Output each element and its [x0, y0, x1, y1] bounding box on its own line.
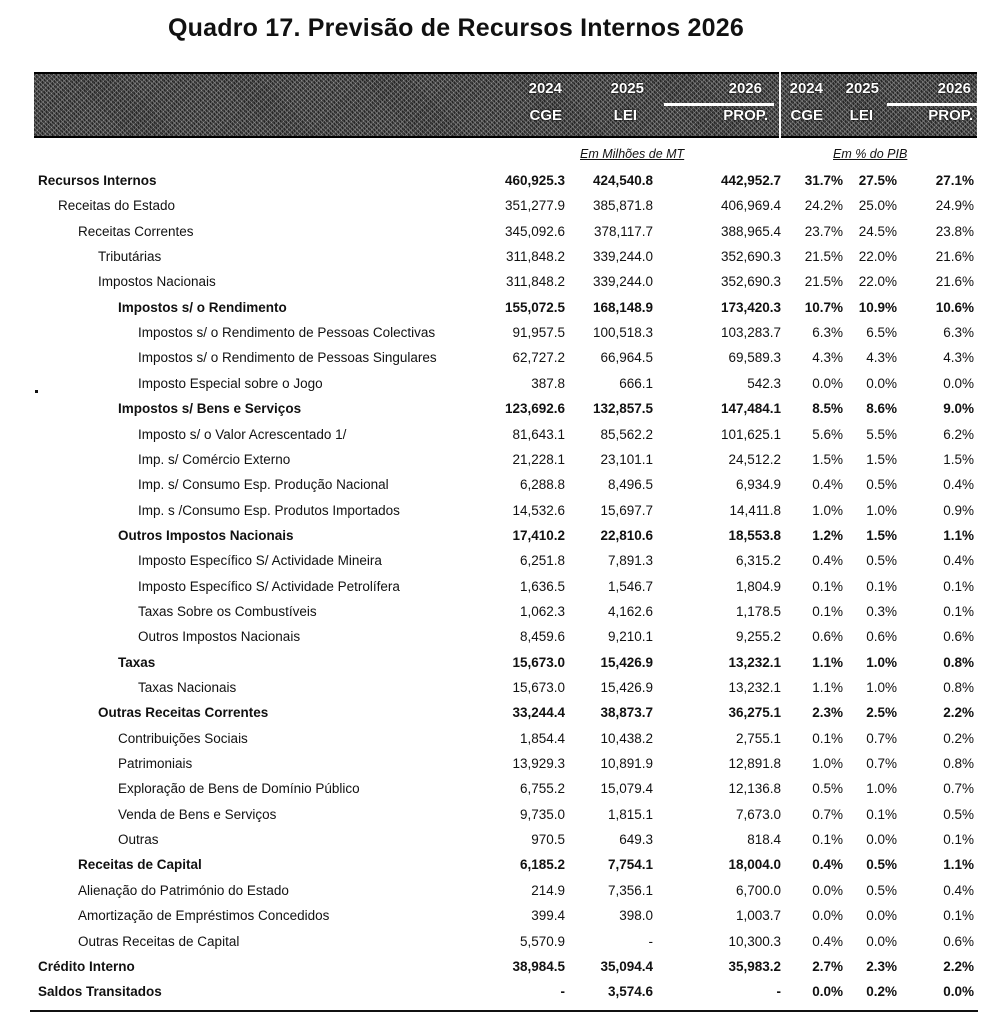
- pib-percent-cell: 0.7%: [812, 806, 843, 822]
- pib-percent-cell: 0.0%: [866, 375, 897, 391]
- amount-cell: 24,512.2: [728, 451, 781, 467]
- amount-cell: 388,965.4: [720, 223, 781, 239]
- amount-cell: 542.3: [747, 375, 781, 391]
- pib-percent-cell: 1.1%: [943, 857, 974, 873]
- pib-percent-cell: 1.2%: [812, 527, 843, 543]
- amount-cell: 1,003.7: [735, 908, 781, 924]
- amount-cell: 387.8: [531, 375, 565, 391]
- amount-cell: 21,228.1: [512, 451, 565, 467]
- pib-percent-cell: 27.5%: [858, 173, 897, 188]
- row-label: Receitas do Estado: [58, 198, 176, 214]
- amount-cell: 424,540.8: [592, 173, 653, 188]
- table-row: [0, 624, 998, 649]
- row-label: Imposto Específico S/ Actividade Mineira: [138, 553, 382, 569]
- pib-percent-cell: 0.6%: [943, 933, 974, 949]
- table-row: [0, 396, 998, 421]
- table-row: [0, 498, 998, 523]
- amount-cell: 1,854.4: [519, 730, 565, 746]
- pib-percent-cell: 0.7%: [866, 730, 897, 746]
- pib-percent-cell: 2.3%: [812, 705, 843, 721]
- amount-cell: 91,957.5: [512, 325, 565, 341]
- pib-percent-cell: 0.6%: [866, 629, 897, 645]
- pib-percent-cell: 6.3%: [812, 325, 843, 341]
- row-label: Venda de Bens e Serviços: [118, 806, 277, 822]
- pib-percent-cell: 1.0%: [812, 502, 843, 518]
- amount-cell: 385,871.8: [592, 198, 653, 214]
- pib-percent-cell: 6.2%: [943, 426, 974, 442]
- row-label: Amortização de Empréstimos Concedidos: [78, 908, 330, 924]
- table-row: [0, 827, 998, 852]
- amount-cell: 13,232.1: [728, 680, 781, 695]
- pib-percent-cell: 0.1%: [812, 578, 843, 594]
- header-type-lei: LEI: [613, 107, 637, 124]
- row-label: Impostos s/ o Rendimento: [118, 299, 287, 315]
- pib-percent-cell: 0.1%: [943, 603, 974, 619]
- pib-percent-cell: 22.0%: [858, 249, 897, 265]
- row-label: Crédito Interno: [38, 958, 135, 974]
- pib-percent-cell: 0.8%: [943, 680, 974, 695]
- amount-cell: -: [560, 984, 565, 1000]
- amount-cell: 352,690.3: [720, 274, 781, 290]
- pib-percent-cell: 0.2%: [866, 984, 897, 1000]
- pib-percent-cell: 31.7%: [804, 173, 843, 188]
- amount-cell: 7,754.1: [607, 857, 653, 873]
- amount-cell: 12,891.8: [728, 756, 781, 772]
- table-row: [0, 345, 998, 370]
- pib-percent-cell: 25.0%: [858, 198, 897, 214]
- pib-percent-cell: 2.3%: [866, 958, 897, 974]
- pib-percent-cell: 0.5%: [866, 882, 897, 898]
- amount-cell: 10,438.2: [600, 730, 653, 746]
- amount-cell: 7,356.1: [607, 882, 653, 898]
- row-label: Taxas: [118, 654, 156, 670]
- amount-cell: 18,553.8: [728, 527, 781, 543]
- pib-percent-cell: 2.2%: [943, 705, 974, 721]
- amount-cell: 311,848.2: [505, 274, 565, 290]
- pib-percent-cell: 0.1%: [943, 832, 974, 848]
- table-row: [0, 219, 998, 244]
- amount-cell: 5,570.9: [519, 933, 565, 949]
- amount-cell: 6,934.9: [735, 477, 781, 493]
- amount-cell: 1,546.7: [607, 578, 653, 594]
- pib-percent-cell: 0.1%: [943, 908, 974, 924]
- pib-percent-cell: 10.7%: [804, 299, 843, 315]
- amount-cell: 311,848.2: [505, 249, 565, 265]
- row-label: Outras Receitas Correntes: [98, 705, 269, 721]
- amount-cell: 10,891.9: [600, 756, 653, 772]
- pib-percent-cell: 1.5%: [866, 451, 897, 467]
- table-row: [0, 447, 998, 472]
- pib-percent-cell: 1.0%: [812, 756, 843, 772]
- row-label: Exploração de Bens de Domínio Público: [118, 781, 360, 797]
- amount-cell: 173,420.3: [720, 299, 781, 315]
- header-pib-year-2025: 2025: [845, 80, 879, 97]
- amount-cell: 406,969.4: [720, 198, 781, 214]
- pib-percent-cell: 6.3%: [943, 325, 974, 341]
- row-label: Imp. s/ Comércio Externo: [138, 451, 291, 467]
- amount-cell: 6,700.0: [735, 882, 781, 898]
- amount-cell: 35,094.4: [600, 958, 653, 974]
- pib-percent-cell: 0.1%: [812, 832, 843, 848]
- amount-cell: 62,727.2: [512, 350, 565, 366]
- pib-percent-cell: 1.5%: [812, 451, 843, 467]
- amount-cell: 818.4: [747, 832, 781, 848]
- table-row: [0, 979, 998, 1004]
- pib-percent-cell: 1.0%: [866, 654, 897, 670]
- pib-percent-cell: 2.5%: [866, 705, 897, 721]
- table-row: [0, 802, 998, 827]
- pib-percent-cell: 9.0%: [943, 401, 974, 417]
- row-label: Patrimoniais: [118, 756, 193, 772]
- pib-percent-cell: 27.1%: [935, 173, 974, 188]
- amount-cell: 460,925.3: [504, 173, 565, 188]
- amount-cell: 132,857.5: [592, 401, 653, 417]
- header-pib-type-cge: CGE: [790, 107, 823, 124]
- row-label: Outras Receitas de Capital: [78, 933, 240, 949]
- amount-cell: 100,518.3: [592, 325, 653, 341]
- pib-percent-cell: 10.6%: [935, 299, 974, 315]
- pib-percent-cell: 5.6%: [812, 426, 843, 442]
- table-row: [0, 954, 998, 979]
- pib-percent-cell: 4.3%: [943, 350, 974, 366]
- pib-percent-cell: 0.5%: [866, 553, 897, 569]
- row-label: Impostos s/ o Rendimento de Pessoas Singulares: [138, 350, 437, 366]
- row-label: Taxas Sobre os Combustíveis: [138, 603, 317, 619]
- pib-percent-cell: 0.0%: [943, 375, 974, 391]
- row-label: Outros Impostos Nacionais: [118, 527, 294, 543]
- amount-cell: 18,004.0: [728, 857, 781, 873]
- amount-cell: 9,735.0: [519, 806, 565, 822]
- amount-cell: -: [776, 984, 781, 1000]
- header-pib-year-2024: 2024: [789, 80, 823, 97]
- amount-cell: 13,232.1: [728, 654, 781, 670]
- page-title: Quadro 17. Previsão de Recursos Internos 2026: [168, 14, 744, 42]
- pib-percent-cell: 0.4%: [812, 933, 843, 949]
- row-label: Outras: [118, 832, 159, 848]
- amount-cell: 6,315.2: [735, 553, 781, 569]
- pib-percent-cell: 0.0%: [866, 832, 897, 848]
- pib-percent-cell: 0.4%: [943, 477, 974, 493]
- pib-percent-cell: 0.0%: [812, 882, 843, 898]
- amount-cell: 101,625.1: [720, 426, 781, 442]
- pib-percent-cell: 0.1%: [866, 578, 897, 594]
- amount-cell: 147,484.1: [720, 401, 781, 417]
- header-year-2025: 2025: [610, 80, 644, 97]
- amount-cell: 649.3: [619, 832, 653, 848]
- amount-cell: 339,244.0: [592, 274, 653, 290]
- pib-percent-cell: 0.1%: [812, 603, 843, 619]
- pib-percent-cell: 24.5%: [858, 223, 897, 239]
- table-bottom-rule: [30, 1010, 978, 1012]
- table-row: [0, 320, 998, 345]
- table-row: [0, 776, 998, 801]
- amount-cell: 38,984.5: [512, 958, 565, 974]
- pib-percent-cell: 0.5%: [943, 806, 974, 822]
- table-row: [0, 295, 998, 320]
- amount-cell: 9,210.1: [607, 629, 653, 645]
- pib-percent-cell: 0.8%: [943, 756, 974, 772]
- amount-cell: 14,532.6: [512, 502, 565, 518]
- table-row: [0, 903, 998, 928]
- pib-percent-cell: 0.0%: [943, 984, 974, 1000]
- amount-cell: -: [648, 933, 653, 949]
- pib-percent-cell: 22.0%: [858, 274, 897, 290]
- row-label: Outros Impostos Nacionais: [138, 629, 301, 645]
- pib-percent-cell: 1.0%: [866, 781, 897, 797]
- amount-cell: 8,459.6: [519, 629, 565, 645]
- pib-percent-cell: 0.1%: [812, 730, 843, 746]
- row-label: Receitas de Capital: [78, 857, 202, 873]
- pib-percent-cell: 0.5%: [866, 477, 897, 493]
- amount-cell: 6,185.2: [519, 857, 565, 873]
- header-rule: [664, 103, 774, 106]
- amount-cell: 35,983.2: [728, 958, 781, 974]
- pib-percent-cell: 0.5%: [866, 857, 897, 873]
- row-label: Impostos s/ Bens e Serviços: [118, 401, 302, 417]
- amount-cell: 1,062.3: [519, 603, 565, 619]
- table-row: [0, 700, 998, 725]
- unit-label-pib: Em % do PIB: [833, 147, 908, 161]
- table-row: [0, 548, 998, 573]
- pib-percent-cell: 1.1%: [943, 527, 974, 543]
- amount-cell: 970.5: [531, 832, 565, 848]
- pib-percent-cell: 23.8%: [935, 223, 974, 239]
- amount-cell: 85,562.2: [600, 426, 653, 442]
- table-header-amounts: [34, 72, 779, 138]
- amount-cell: 7,891.3: [607, 553, 653, 569]
- amount-cell: 15,079.4: [600, 781, 653, 797]
- row-label: Imposto Especial sobre o Jogo: [138, 375, 323, 391]
- pib-percent-cell: 0.1%: [943, 578, 974, 594]
- amount-cell: 15,673.0: [512, 680, 565, 695]
- pib-percent-cell: 0.0%: [812, 908, 843, 924]
- table-row: [0, 168, 998, 193]
- table-row: [0, 726, 998, 751]
- amount-cell: 378,117.7: [593, 223, 653, 239]
- pib-percent-cell: 2.7%: [812, 958, 843, 974]
- pib-percent-cell: 0.4%: [812, 477, 843, 493]
- row-label: Imposto s/ o Valor Acrescentado 1/: [138, 426, 347, 442]
- pib-percent-cell: 1.0%: [866, 502, 897, 518]
- pib-percent-cell: 21.5%: [804, 249, 843, 265]
- pib-percent-cell: 1.1%: [812, 680, 843, 695]
- pib-percent-cell: 1.0%: [866, 680, 897, 695]
- pib-percent-cell: 0.8%: [943, 654, 974, 670]
- pib-percent-cell: 0.4%: [812, 553, 843, 569]
- header-pib-year-2026: 2026: [937, 80, 971, 97]
- amount-cell: 7,673.0: [735, 806, 781, 822]
- amount-cell: 6,251.8: [519, 553, 565, 569]
- row-label: Recursos Internos: [38, 173, 157, 188]
- amount-cell: 1,804.9: [735, 578, 781, 594]
- row-label: Contribuições Sociais: [118, 730, 248, 746]
- table-row: [0, 650, 998, 675]
- amount-cell: 69,589.3: [728, 350, 781, 366]
- pib-percent-cell: 0.0%: [866, 908, 897, 924]
- table-row: [0, 472, 998, 497]
- amount-cell: 6,755.2: [519, 781, 565, 797]
- table-row: [0, 751, 998, 776]
- pib-percent-cell: 1.5%: [866, 527, 897, 543]
- header-pib-type-lei: LEI: [849, 107, 873, 124]
- header-year-2024: 2024: [528, 80, 562, 97]
- row-label: Imposto Específico S/ Actividade Petrolífera: [138, 578, 400, 594]
- amount-cell: 1,636.5: [519, 578, 565, 594]
- pib-percent-cell: 0.4%: [943, 553, 974, 569]
- amount-cell: 17,410.2: [512, 527, 565, 543]
- pib-percent-cell: 10.9%: [858, 299, 897, 315]
- pib-percent-cell: 0.4%: [943, 882, 974, 898]
- table-row: [0, 371, 998, 396]
- row-label: Alienação do Património do Estado: [78, 882, 289, 898]
- amount-cell: 123,692.6: [504, 401, 565, 417]
- amount-cell: 8,496.5: [607, 477, 653, 493]
- header-pib-type-prop: PROP.: [928, 107, 973, 124]
- amount-cell: 352,690.3: [720, 249, 781, 265]
- amount-cell: 15,426.9: [600, 680, 653, 695]
- amount-cell: 15,697.7: [600, 502, 653, 518]
- amount-cell: 351,277.9: [504, 198, 565, 214]
- amount-cell: 168,148.9: [592, 299, 653, 315]
- pib-percent-cell: 0.6%: [943, 629, 974, 645]
- pib-percent-cell: 0.7%: [943, 781, 974, 797]
- table-row: [0, 852, 998, 877]
- amount-cell: 13,929.3: [512, 756, 565, 772]
- pib-percent-cell: 5.5%: [866, 426, 897, 442]
- amount-cell: 6,288.8: [519, 477, 565, 493]
- pib-percent-cell: 0.5%: [812, 781, 843, 797]
- pib-percent-cell: 21.6%: [935, 249, 974, 265]
- pib-percent-cell: 0.0%: [812, 984, 843, 1000]
- amount-cell: 9,255.2: [735, 629, 781, 645]
- amount-cell: 399.4: [531, 908, 565, 924]
- amount-cell: 214.9: [531, 882, 565, 898]
- table-header-pib: [781, 72, 977, 138]
- row-label: Imp. s /Consumo Esp. Produtos Importados: [138, 502, 400, 518]
- pib-percent-cell: 1.1%: [812, 654, 843, 670]
- amount-cell: 81,643.1: [512, 426, 565, 442]
- amount-cell: 10,300.3: [728, 933, 781, 949]
- amount-cell: 33,244.4: [512, 705, 565, 721]
- pib-percent-cell: 24.9%: [935, 198, 974, 214]
- amount-cell: 339,244.0: [592, 249, 653, 265]
- table-row: [0, 523, 998, 548]
- amount-cell: 66,964.5: [600, 350, 653, 366]
- table-row: [0, 193, 998, 218]
- amount-cell: 155,072.5: [504, 299, 565, 315]
- pib-percent-cell: 0.6%: [812, 629, 843, 645]
- pib-percent-cell: 21.5%: [804, 274, 843, 290]
- amount-cell: 15,673.0: [512, 654, 565, 670]
- amount-cell: 398.0: [619, 908, 653, 924]
- pib-percent-cell: 4.3%: [812, 350, 843, 366]
- pib-percent-cell: 0.3%: [866, 603, 897, 619]
- table-row: [0, 574, 998, 599]
- amount-cell: 14,411.8: [729, 502, 781, 518]
- row-label: Saldos Transitados: [38, 984, 162, 1000]
- table-row: [0, 878, 998, 903]
- table-row: [0, 599, 998, 624]
- amount-cell: 38,873.7: [600, 705, 653, 721]
- amount-cell: 2,755.1: [735, 730, 781, 746]
- amount-cell: 1,815.1: [607, 806, 653, 822]
- pib-percent-cell: 6.5%: [866, 325, 897, 341]
- header-year-2026: 2026: [728, 80, 762, 97]
- header-type-prop: PROP.: [723, 107, 768, 124]
- pib-percent-cell: 23.7%: [804, 223, 843, 239]
- amount-cell: 442,952.7: [720, 173, 781, 188]
- row-label: Impostos Nacionais: [98, 274, 216, 290]
- amount-cell: 103,283.7: [720, 325, 781, 341]
- pib-percent-cell: 0.0%: [812, 375, 843, 391]
- pib-percent-cell: 21.6%: [935, 274, 974, 290]
- table-row: [0, 929, 998, 954]
- row-label: Imp. s/ Consumo Esp. Produção Nacional: [138, 477, 389, 493]
- unit-label-amounts: Em Milhões de MT: [580, 147, 685, 161]
- pib-percent-cell: 0.9%: [943, 502, 974, 518]
- row-label: Taxas Nacionais: [138, 680, 237, 695]
- amount-cell: 15,426.9: [600, 654, 653, 670]
- pib-percent-cell: 0.1%: [866, 806, 897, 822]
- amount-cell: 4,162.6: [607, 603, 653, 619]
- pib-percent-cell: 8.6%: [866, 401, 897, 417]
- pib-percent-cell: 0.4%: [812, 857, 843, 873]
- table-row: [0, 244, 998, 269]
- pib-percent-cell: 1.5%: [943, 451, 974, 467]
- amount-cell: 23,101.1: [600, 451, 653, 467]
- amount-cell: 3,574.6: [607, 984, 653, 1000]
- pib-percent-cell: 0.0%: [866, 933, 897, 949]
- amount-cell: 36,275.1: [728, 705, 781, 721]
- table-row: [0, 269, 998, 294]
- amount-cell: 22,810.6: [600, 527, 653, 543]
- row-label: Impostos s/ o Rendimento de Pessoas Colectivas: [138, 325, 436, 341]
- pib-percent-cell: 0.7%: [866, 756, 897, 772]
- amount-cell: 345,092.6: [504, 223, 565, 239]
- amount-cell: 1,178.5: [735, 603, 781, 619]
- row-label: Tributárias: [98, 249, 162, 265]
- pib-percent-cell: 2.2%: [943, 958, 974, 974]
- header-type-cge: CGE: [529, 107, 562, 124]
- pib-percent-cell: 8.5%: [812, 401, 843, 417]
- amount-cell: 666.1: [619, 375, 653, 391]
- table-row: [0, 675, 998, 700]
- table-row: [0, 422, 998, 447]
- pib-percent-cell: 24.2%: [804, 198, 843, 214]
- row-label: Receitas Correntes: [78, 223, 194, 239]
- pib-percent-cell: 4.3%: [866, 350, 897, 366]
- header-pib-rule: [887, 103, 977, 106]
- pib-percent-cell: 0.2%: [943, 730, 974, 746]
- amount-cell: 12,136.8: [728, 781, 781, 797]
